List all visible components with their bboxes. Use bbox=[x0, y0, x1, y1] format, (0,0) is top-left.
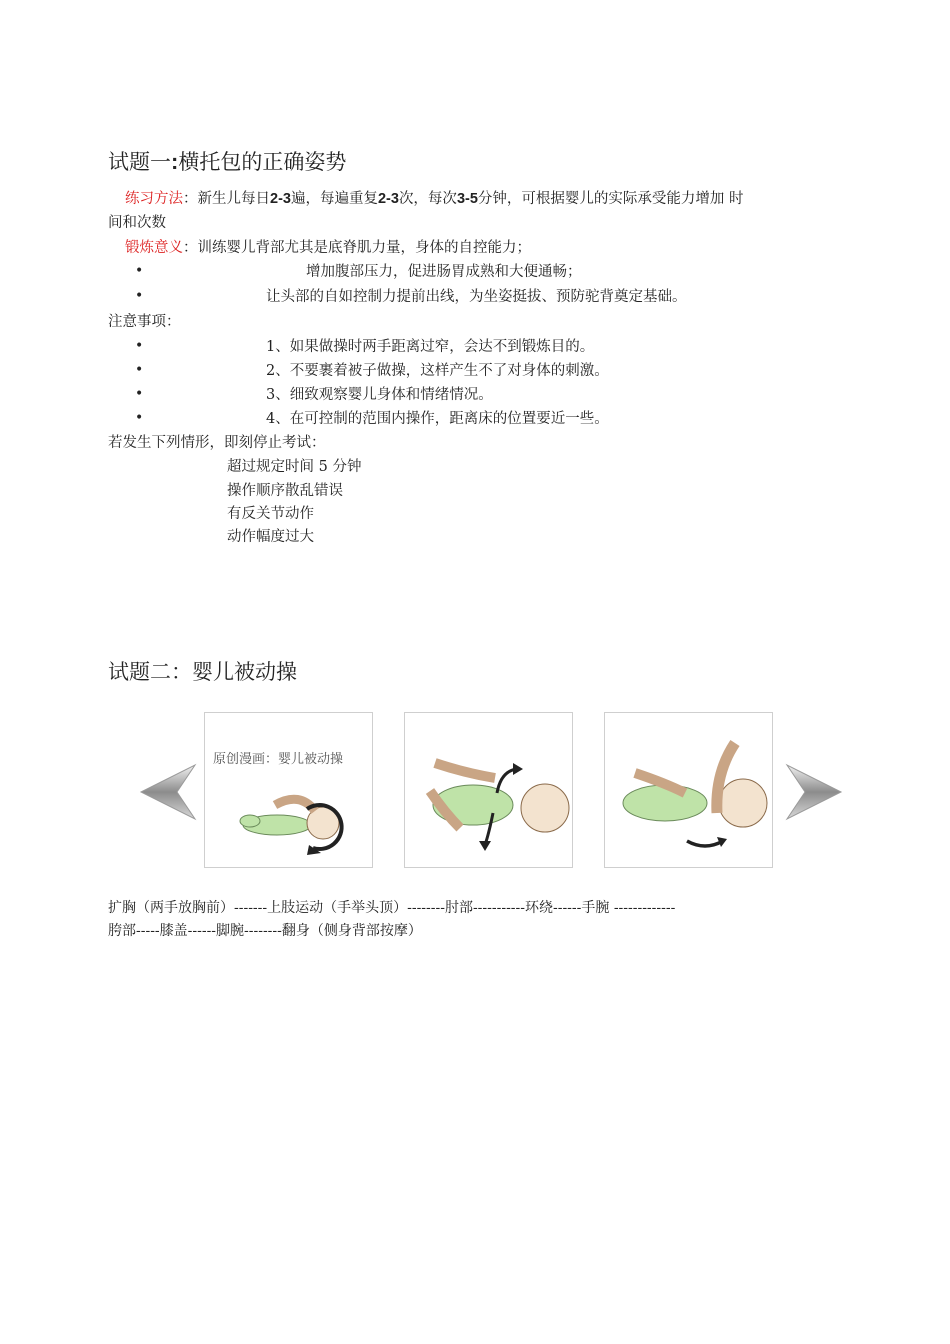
meaning-bullet: 让头部的自如控制力提前出线，为坐姿挺拔、预防驼背奠定基础。 bbox=[266, 289, 687, 305]
note-item: 2、不要裹着被子做操，这样产生不了对身体的刺激。 bbox=[266, 363, 609, 379]
exercise-sequence-line-1: 扩胸（两手放胸前）-------上肢运动（手举头顶）--------肘部-----------环绕------手腕 ------------- bbox=[108, 900, 676, 916]
method-text: 分钟，可根据婴儿的实际承受能力增加 时 bbox=[477, 191, 744, 207]
note-item: 1、如果做操时两手距离过窄，会达不到锻炼目的。 bbox=[266, 339, 595, 355]
note-item: 4、在可控制的范围内操作，距离床的位置要近一些。 bbox=[266, 411, 609, 427]
method-line bbox=[125, 189, 744, 209]
method-text: ：新生儿每日 bbox=[183, 191, 270, 207]
method-number: 2-3 bbox=[377, 191, 399, 207]
title-colon: : bbox=[171, 149, 179, 174]
section1-title-text: 横托包的正确姿势 bbox=[178, 150, 347, 174]
meaning-text: ：训练婴儿背部尤其是底脊肌力量，身体的自控能力； bbox=[183, 240, 531, 256]
meaning-line bbox=[125, 238, 531, 258]
stop-label: 若发生下列情形，即刻停止考试： bbox=[108, 435, 326, 451]
exercise-illustration-1 bbox=[204, 712, 373, 868]
section2-title: 试题二：婴儿被动操 bbox=[108, 660, 297, 684]
stop-item: 超过规定时间 5 分钟 bbox=[227, 459, 362, 475]
bullet-dot: • bbox=[135, 362, 144, 378]
arrow-left-icon[interactable] bbox=[139, 763, 199, 825]
stop-item: 操作顺序散乱错误 bbox=[227, 483, 343, 499]
method-number: 3-5 bbox=[456, 191, 478, 207]
meaning-bullet: 增加腹部压力，促进肠胃成熟和大便通畅； bbox=[306, 264, 582, 280]
method-text: 遍，每遍重复 bbox=[290, 191, 378, 207]
bullet-dot: • bbox=[135, 386, 144, 402]
method-line-2: 间和次数 bbox=[108, 215, 166, 231]
exercise-illustration-3 bbox=[604, 712, 773, 868]
exercise-sequence-line-2: 胯部-----膝盖------脚腕--------翻身（侧身背部按摩） bbox=[108, 923, 422, 939]
method-label: 练习方法 bbox=[125, 191, 183, 207]
bullet-dot: • bbox=[135, 410, 144, 426]
method-text: 次，每次 bbox=[398, 191, 457, 207]
bullet-dot: • bbox=[135, 263, 144, 279]
section1-title-prefix: 试题一 bbox=[108, 150, 171, 174]
exercise-illustration-2 bbox=[404, 712, 573, 868]
meaning-label: 锻炼意义 bbox=[125, 240, 183, 256]
bullet-dot: • bbox=[135, 288, 144, 304]
notes-label: 注意事项： bbox=[108, 314, 181, 330]
method-number: 2-3 bbox=[270, 191, 291, 207]
section1-title bbox=[108, 146, 346, 176]
stop-item: 动作幅度过大 bbox=[227, 529, 314, 545]
arrow-right-icon[interactable] bbox=[783, 763, 843, 825]
stop-item: 有反关节动作 bbox=[227, 506, 314, 522]
comic-caption: 原创漫画：婴儿被动操 bbox=[213, 752, 344, 767]
bullet-dot: • bbox=[135, 338, 144, 354]
note-item: 3、细致观察婴儿身体和情绪情况。 bbox=[266, 387, 493, 403]
